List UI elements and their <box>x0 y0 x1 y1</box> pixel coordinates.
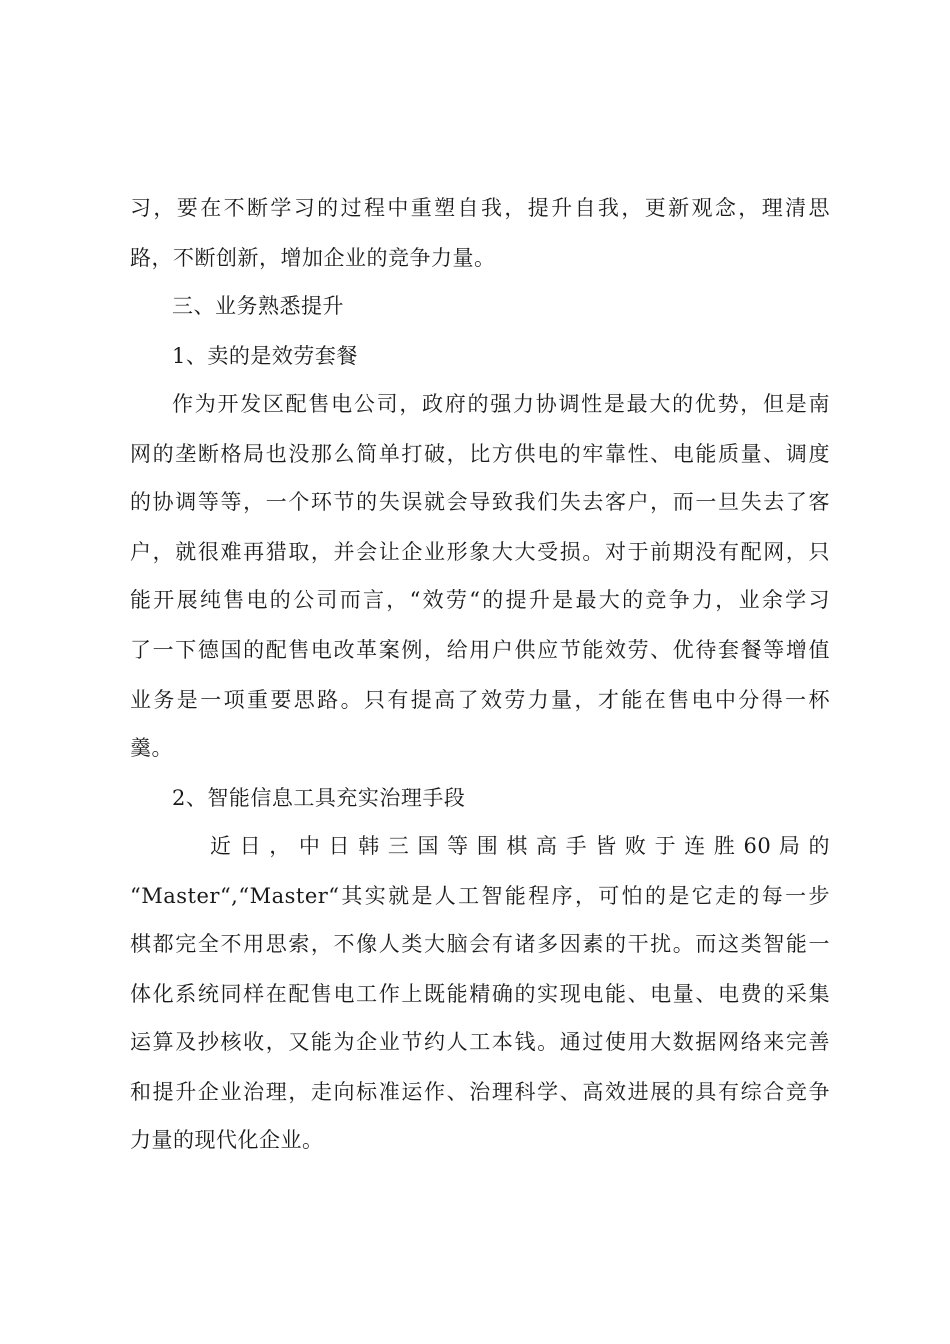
paragraph-line: 户，就很难再猎取，并会让企业形象大大受损。对于前期没有配网，只 <box>130 540 830 564</box>
paragraph-line: 能开展纯售电的公司而言，“效劳“的提升是最大的竞争力，业余学习 <box>130 588 830 612</box>
paragraph-line: 网的垄断格局也没那么简单打破，比方供电的牢靠性、电能质量、调度 <box>130 442 830 466</box>
paragraph-line: 羹。 <box>130 736 173 760</box>
paragraph-line: 作为开发区配售电公司，政府的强力协调性是最大的优势，但是南 <box>172 392 830 416</box>
paragraph-line: 了一下德国的配售电改革案例，给用户供应节能效劳、优待套餐等增值 <box>130 638 830 662</box>
paragraph-line: 和提升企业治理，走向标准运作、治理科学、高效进展的具有综合竞争 <box>130 1080 830 1104</box>
subsection-heading: 2、智能信息工具充实治理手段 <box>172 786 466 810</box>
paragraph-line: 路，不断创新，增加企业的竞争力量。 <box>130 246 496 270</box>
paragraph-line: “Master“,“Master“其实就是人工智能程序，可怕的是它走的每一步 <box>130 884 830 908</box>
paragraph-line: 的协调等等，一个环节的失误就会导致我们失去客户，而一旦失去了客 <box>130 490 830 514</box>
paragraph-line: 棋都完全不用思索，不像人类大脑会有诸多因素的干扰。而这类智能一 <box>130 932 830 956</box>
section-heading: 三、业务熟悉提升 <box>172 294 344 318</box>
paragraph-line: 运算及抄核收，又能为企业节约人工本钱。通过使用大数据网络来完善 <box>130 1030 830 1054</box>
paragraph-line: 体化系统同样在配售电工作上既能精确的实现电能、电量、电费的采集 <box>130 982 830 1006</box>
paragraph-line: 习，要在不断学习的过程中重塑自我，提升自我，更新观念，理清思 <box>130 196 830 220</box>
paragraph-line: 力量的现代化企业。 <box>130 1128 324 1152</box>
subsection-heading: 1、卖的是效劳套餐 <box>172 344 358 368</box>
paragraph-line: 业务是一项重要思路。只有提高了效劳力量，才能在售电中分得一杯 <box>130 688 830 712</box>
paragraph-line: 近 日 ， 中 日 韩 三 国 等 围 棋 高 手 皆 败 于 连 胜 60 局 的 <box>210 834 830 858</box>
